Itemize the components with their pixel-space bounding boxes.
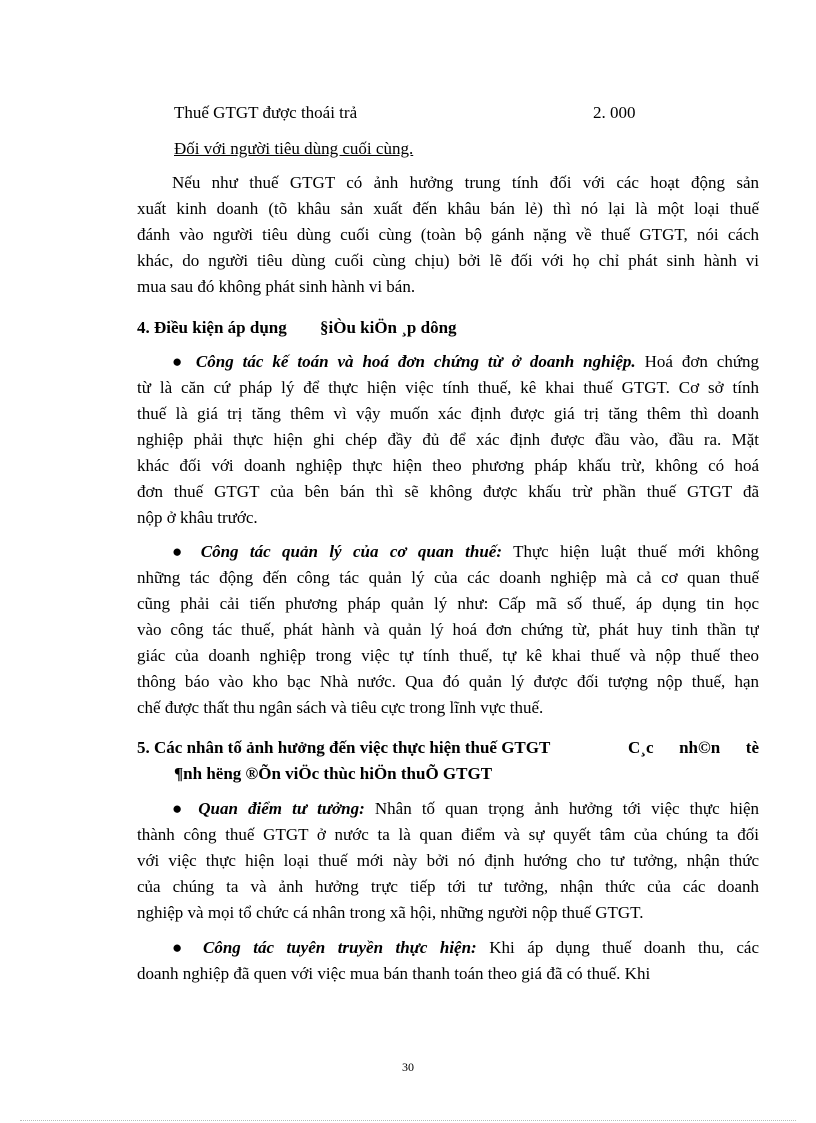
table-row-value: 2. 000 <box>593 103 636 122</box>
paragraph-line: nghiệp phải thực hiện ghi chép đầy đủ để xác định được đầu vào, đầu ra. Mặt <box>137 430 759 449</box>
bullet-icon: ● <box>172 938 191 957</box>
bullet-paragraph-first-line <box>172 540 759 564</box>
section-heading-4-garbled: §iÒu kiÖn ¸p dông <box>320 318 457 337</box>
bullet-lead: Công tác tuyên truyền thực hiện: <box>202 938 477 957</box>
section-heading-5: 5. Các nhân tố ảnh hưởng đến việc thực hiện thuế GTGT <box>137 738 551 757</box>
bullet-text: Hoá đơn chứng <box>644 352 759 371</box>
paragraph-line: thành công thuế GTGT ở nước ta là quan điểm và sự quyết tâm của chúng ta đối <box>137 825 759 844</box>
bullet-text: Nhân tố quan trọng ảnh hưởng tới việc thực hiện <box>374 799 759 818</box>
paragraph-line: mua sau đó không phát sinh hành vi bán. <box>137 277 416 296</box>
paragraph-line: khác đối với doanh nghiệp thực hiện theo phương pháp khấu trừ, không có hoá <box>137 456 759 475</box>
paragraph-line: nghiệp và mọi tổ chức cá nhân trong xã hội, những người nộp thuế GTGT. <box>137 903 644 922</box>
section-heading-5-garbled: ¶nh hëng ®Õn viÖc thùc hiÖn thuÕ GTGT <box>174 764 493 783</box>
bullet-icon: ● <box>172 352 187 371</box>
bullet-lead: Công tác kế toán và hoá đơn chứng từ ở doanh nghiệp. <box>195 352 636 371</box>
paragraph-line: khác, do người tiêu dùng cuối cùng chịu) bởi lẽ đối với họ chỉ phát sinh hành vi <box>137 251 759 270</box>
bullet-icon: ● <box>172 799 189 818</box>
page-divider <box>20 1120 796 1121</box>
bullet-lead: Công tác quản lý của cơ quan thuế: <box>200 542 502 561</box>
paragraph-line: những tác động đến công tác quản lý của các doanh nghiệp mà cả cơ quan thuế <box>137 568 759 587</box>
paragraph-line: thuế là giá trị tăng thêm vì vậy muốn xác định được giá trị tăng thêm thì doanh <box>137 404 759 423</box>
paragraph-line: của chúng ta và ảnh hưởng trực tiếp tới tư tưởng, nhận thức của các doanh <box>137 877 759 896</box>
paragraph-line: đơn thuế GTGT của bên bán thì sẽ không được khấu trừ phần thuế GTGT đã <box>137 482 759 501</box>
bullet-paragraph-first-line <box>172 797 759 821</box>
section-heading-5-garbled: C¸c nh©n tè <box>628 738 759 757</box>
bullet-paragraph-first-line <box>172 936 759 960</box>
bullet-icon: ● <box>172 542 190 561</box>
paragraph-line: giác của doanh nghiệp trong việc tự tính thuế, tự kê khai thuế và nộp thuế theo <box>137 646 759 665</box>
bullet-text: Thực hiện luật thuế mới không <box>513 542 759 561</box>
table-row-label: Thuế GTGT được thoái trả <box>174 103 358 122</box>
paragraph-line: với việc thực hiện loại thuế mới này bởi nó định hướng cho tư tưởng, nhận thức <box>137 851 759 870</box>
paragraph-line: thông báo vào kho bạc Nhà nước. Qua đó quản lý được đối tượng nộp thuế, hạn <box>137 672 759 691</box>
bullet-text: Khi áp dụng thuế doanh thu, các <box>489 938 759 957</box>
paragraph-line: đánh vào người tiêu dùng cuối cùng (toàn bộ gánh nặng về thuế GTGT, nói cách <box>137 225 759 244</box>
subheading-consumer: Đối với người tiêu dùng cuối cùng. <box>174 139 414 158</box>
paragraph-line: Nếu như thuế GTGT có ảnh hưởng trung tính đối với các hoạt động sản <box>172 173 759 192</box>
paragraph-line: chế được thất thu ngân sách và tiêu cực trong lĩnh vực thuế. <box>137 698 544 717</box>
paragraph-line: doanh nghiệp đã quen với việc mua bán thanh toán theo giá đã có thuế. Khi <box>137 964 651 983</box>
section-heading-4: 4. Điều kiện áp dụng <box>137 318 287 337</box>
page-number: 30 <box>402 1060 414 1074</box>
paragraph-line: vào công tác thuế, phát hành và quản lý hoá đơn chứng từ, phát huy tinh thần tự <box>137 620 759 639</box>
bullet-paragraph-first-line <box>172 350 759 374</box>
paragraph-line: từ là căn cứ pháp lý để thực hiện việc tính thuế, kê khai thuế GTGT. Cơ sở tính <box>137 378 759 397</box>
paragraph-line: nộp ở khâu trước. <box>137 508 258 527</box>
paragraph-line: xuất kinh doanh (tõ khâu sản xuất đến khâu bán lẻ) thì nó lại là một loại thuế <box>137 199 759 218</box>
bullet-lead: Quan điểm tư tưởng: <box>198 799 365 818</box>
paragraph-line: cũng phải cải tiến phương pháp quản lý như: Cấp mã số thuế, áp dụng tin học <box>137 594 759 613</box>
